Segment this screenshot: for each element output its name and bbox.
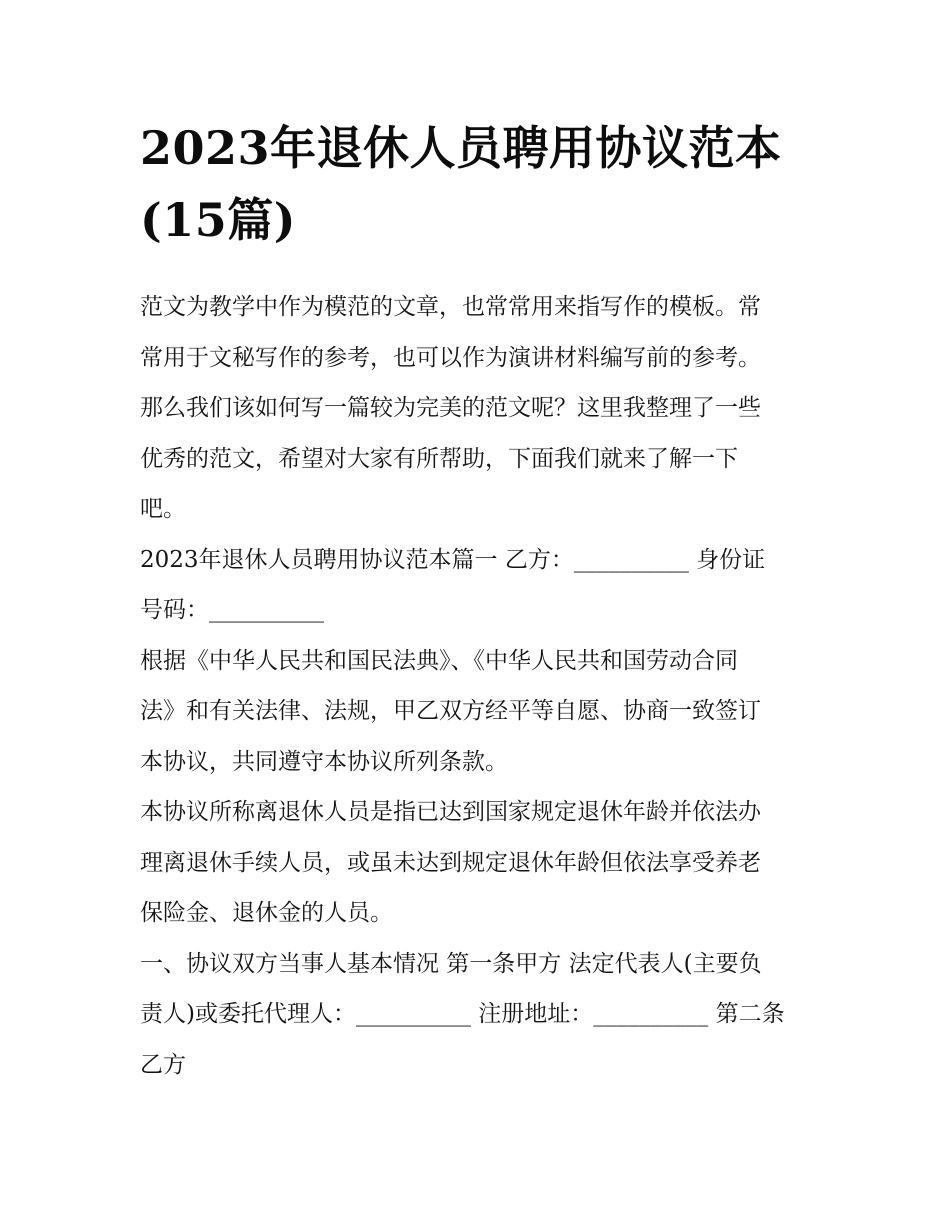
text-line: 理离退休手续人员，或虽未达到规定退休年龄但依法享受养老 xyxy=(140,849,761,876)
text-line: 乙方 xyxy=(140,1051,186,1078)
title-line: 2023年退休人员聘用协议范本 xyxy=(140,121,782,175)
text-line: 本协议，共同遵守本协议所列条款。 xyxy=(140,748,508,775)
text-line: 法》和有关法律、法规，甲乙双方经平等自愿、协商一致签订 xyxy=(140,698,761,724)
text-line: 本协议所称离退休人员是指已达到国家规定退休年龄并依法办 xyxy=(140,799,761,825)
document-body xyxy=(140,112,812,1090)
intro-paragraph xyxy=(140,282,812,535)
legal-basis-paragraph xyxy=(140,636,812,788)
text-line: 常用于文秘写作的参考，也可以作为演讲材料编写前的参考。 xyxy=(140,344,761,371)
text-line: 根据《中华人民共和国民法典》、《中华人民共和国劳动合同 xyxy=(140,647,738,674)
title-line: (15篇) xyxy=(140,193,297,247)
parties-paragraph xyxy=(140,939,812,1091)
text-line: 吧。 xyxy=(140,496,186,522)
section-heading-paragraph xyxy=(140,535,812,636)
text-line: 那么我们该如何写一篇较为完美的范文呢？这里我整理了一些 xyxy=(140,395,761,421)
text-line: 保险金、退休金的人员。 xyxy=(140,900,393,926)
text-line: 范文为教学中作为模范的文章，也常常用来指写作的模板。常 xyxy=(140,294,761,320)
text-line: 一、协议双方当事人基本情况 第一条甲方 法定代表人(主要负 xyxy=(140,950,762,977)
text-line: 号码：__________ xyxy=(140,597,324,623)
text-line: 优秀的范文，希望对大家有所帮助，下面我们就来了解一下 xyxy=(140,445,738,472)
definition-paragraph xyxy=(140,787,812,939)
text-line: 责人)或委托代理人：__________ 注册地址：__________ 第二条 xyxy=(140,1001,785,1027)
text-line: 2023年退休人员聘用协议范本篇一 乙方：__________ 身份证 xyxy=(140,546,766,573)
document-title xyxy=(140,112,812,256)
